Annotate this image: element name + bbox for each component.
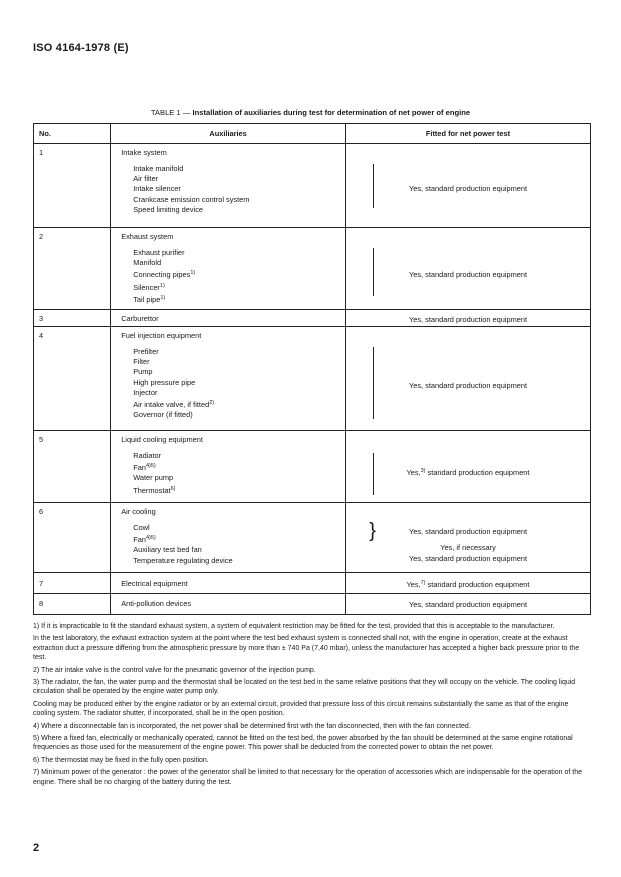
table-header-row (34, 124, 591, 144)
list-item: Fan$^{4)5)}$ (133, 535, 156, 545)
footnote-ref: 1) (159, 282, 165, 289)
row-fitted (346, 228, 591, 310)
row-fitted (346, 144, 591, 228)
list-item: Crankcase emission control system (133, 194, 250, 204)
footnote: Cooling may be produced either by the engine radiator or by an external circuit, provided that pressure loss of this circuit remains substantially the same as that of the engine cooling system. The radiator shutter, if incorporated, shall be in the open position. (33, 700, 569, 718)
row-auxiliaries (111, 431, 346, 503)
list-item: Speed limiting device (133, 204, 204, 214)
list-item: Intake manifold (133, 164, 184, 173)
list-item: Radiator (133, 451, 162, 460)
row-fitted (346, 431, 591, 503)
col-header-no: No. (34, 124, 111, 144)
row-no: 7 (34, 573, 111, 594)
list-item: Injector (133, 387, 158, 397)
row-auxiliaries (111, 327, 346, 431)
row-no: 3 (34, 310, 111, 327)
list-item: Air intake valve, if fitted$^{2)}$ (133, 400, 215, 410)
list-item: High pressure pipe (133, 377, 196, 387)
row-auxiliaries (111, 573, 346, 594)
row-category: Electrical equipment (121, 579, 188, 588)
list-item: Exhaust purifier (133, 248, 185, 257)
row-fitted (346, 327, 591, 431)
col-header-fitted: Fitted for net power test (346, 124, 591, 144)
curly-brace-icon: } (369, 520, 376, 542)
footnote-ref: 7) (420, 580, 426, 586)
list-item: Air filter (133, 174, 159, 184)
document-header: ISO 4164-1978 (E) (33, 42, 129, 54)
table-row (34, 144, 591, 228)
footnote: In the test laboratory, the exhaust extraction system at the point where the test bed exhaust system is connected shall not, with the engine in operation, create at the exhaust extraction duct a pressure differing from the atmospheric pressure by more than ± 740 Pa (7,40 mbar), unless the manufacturer has accepted a higher back pressure prior to the test. (33, 635, 580, 662)
list-item: Pump (133, 367, 153, 377)
fitted-value: Yes, standard production equipment (408, 315, 528, 324)
row-category: Intake system (121, 148, 167, 157)
footnote: 3) The radiator, the fan, the water pump and the thermostat shall be located on the test bed in the same relative positions that they will occupy on the vehicle. The cooling liquid circulation shall be operated by the engine water pump only. (33, 679, 576, 696)
footnote: 6) The thermostat may be fixed in the fully open position. (33, 756, 209, 764)
table-caption-title: Installation of auxiliaries during test for determination of net power of engine (192, 108, 471, 117)
row-auxiliaries (111, 144, 346, 228)
list-item: Fan$^{4)5)}$ (133, 463, 156, 473)
footnote-ref: 6) (170, 485, 176, 492)
fitted-value: Yes, standard production equipment (408, 554, 528, 563)
list-item: Water pump (133, 473, 174, 483)
fitted-value: Yes,$^{3)}$ standard production equipment (406, 468, 530, 477)
fitted-value: Yes, standard production equipment (408, 184, 528, 193)
list-item: Tail pipe$^{1)}$ (133, 294, 166, 304)
list-item: Silencer$^{1)}$ (133, 282, 165, 292)
row-category: Carburettor (121, 314, 159, 323)
table-row (34, 310, 591, 327)
footnote-ref: 4)5) (145, 535, 156, 542)
footnote: 5) Where a fixed fan, electrically or mechanically operated, cannot be fitted on the test bed, the power absorbed by the fan should be determined at the same engine rotational frequencies as those used for the measurement of the engine power. This power shall be deducted from the corrected power to obtain the net power. (33, 735, 573, 752)
fitted-value: Yes, standard production equipment (408, 600, 528, 609)
list-item: Temperature regulating device (133, 555, 233, 565)
fitted-value: Yes,$^{7)}$ standard production equipment (406, 580, 530, 589)
row-auxiliaries (111, 228, 346, 310)
row-fitted (346, 310, 591, 327)
table-row (34, 431, 591, 503)
footnote-ref: 1) (190, 270, 196, 277)
row-auxiliaries (111, 594, 346, 615)
footnotes (33, 622, 591, 790)
table-caption (0, 108, 621, 117)
fitted-value: Yes, standard production equipment (408, 381, 528, 390)
col-header-auxiliaries: Auxiliaries (111, 124, 346, 144)
table-row (34, 503, 591, 573)
list-item: Connecting pipes$^{1)}$ (133, 270, 196, 280)
row-no: 1 (34, 144, 111, 228)
row-category: Air cooling (121, 507, 156, 516)
table-row (34, 573, 591, 594)
row-no: 2 (34, 228, 111, 310)
table-caption-label: TABLE 1 — (150, 108, 191, 117)
table-row (34, 594, 591, 615)
row-auxiliaries (111, 503, 376, 573)
table-row (34, 327, 591, 431)
row-no: 5 (34, 431, 111, 503)
footnote: 2) The air intake valve is the control valve for the pneumatic governor of the injection pump. (33, 666, 316, 674)
table-row (34, 228, 591, 310)
footnote: 4) Where a disconnectable fan is incorporated, the net power shall be determined first with the fan disconnected, then with the fan connected. (33, 722, 471, 730)
fitted-value: Yes, standard production equipment (408, 527, 528, 536)
list-item: Thermostat$^{6)}$ (133, 485, 176, 495)
list-item: Governor (if fitted) (133, 410, 193, 420)
footnote-ref: 2) (209, 400, 215, 407)
row-category: Anti-pollution devices (121, 599, 192, 608)
footnote: 7) Minimum power of the generator : the power of the generator shall be limited to that necessary for the operation of accessories which are indispensable for the operation of the engine. There shall be no charging of the battery during the test. (33, 769, 583, 786)
row-no: 6 (34, 503, 111, 573)
footnote-ref: 3) (420, 468, 426, 474)
page-number: 2 (33, 842, 40, 854)
row-category: Liquid cooling equipment (121, 435, 203, 444)
row-fitted (346, 573, 591, 594)
footnote-ref: 1) (160, 294, 166, 301)
row-no: 4 (34, 327, 111, 431)
row-auxiliaries (111, 310, 346, 327)
fitted-value: Yes, if necessary (440, 543, 496, 552)
row-fitted (346, 594, 591, 615)
row-no: 8 (34, 594, 111, 615)
list-item: Cowl (133, 523, 150, 532)
footnote-ref: 4)5) (145, 463, 156, 470)
list-item: Manifold (133, 258, 162, 268)
footnote: 1) If it is impracticable to fit the standard exhaust system, a system of equivalent restriction may be fitted for the test, provided that this is acceptable to the manufacturer. (33, 623, 555, 630)
list-item: Prefilter (133, 347, 159, 356)
list-item: Auxiliary test bed fan (133, 545, 202, 555)
fitted-value: Yes, standard production equipment (408, 270, 528, 279)
row-category: Exhaust system (121, 232, 174, 241)
row-fitted (346, 503, 591, 573)
auxiliaries-table (33, 123, 591, 615)
list-item: Intake silencer (133, 184, 181, 194)
row-category: Fuel injection equipment (121, 331, 202, 340)
list-item: Filter (133, 357, 150, 367)
